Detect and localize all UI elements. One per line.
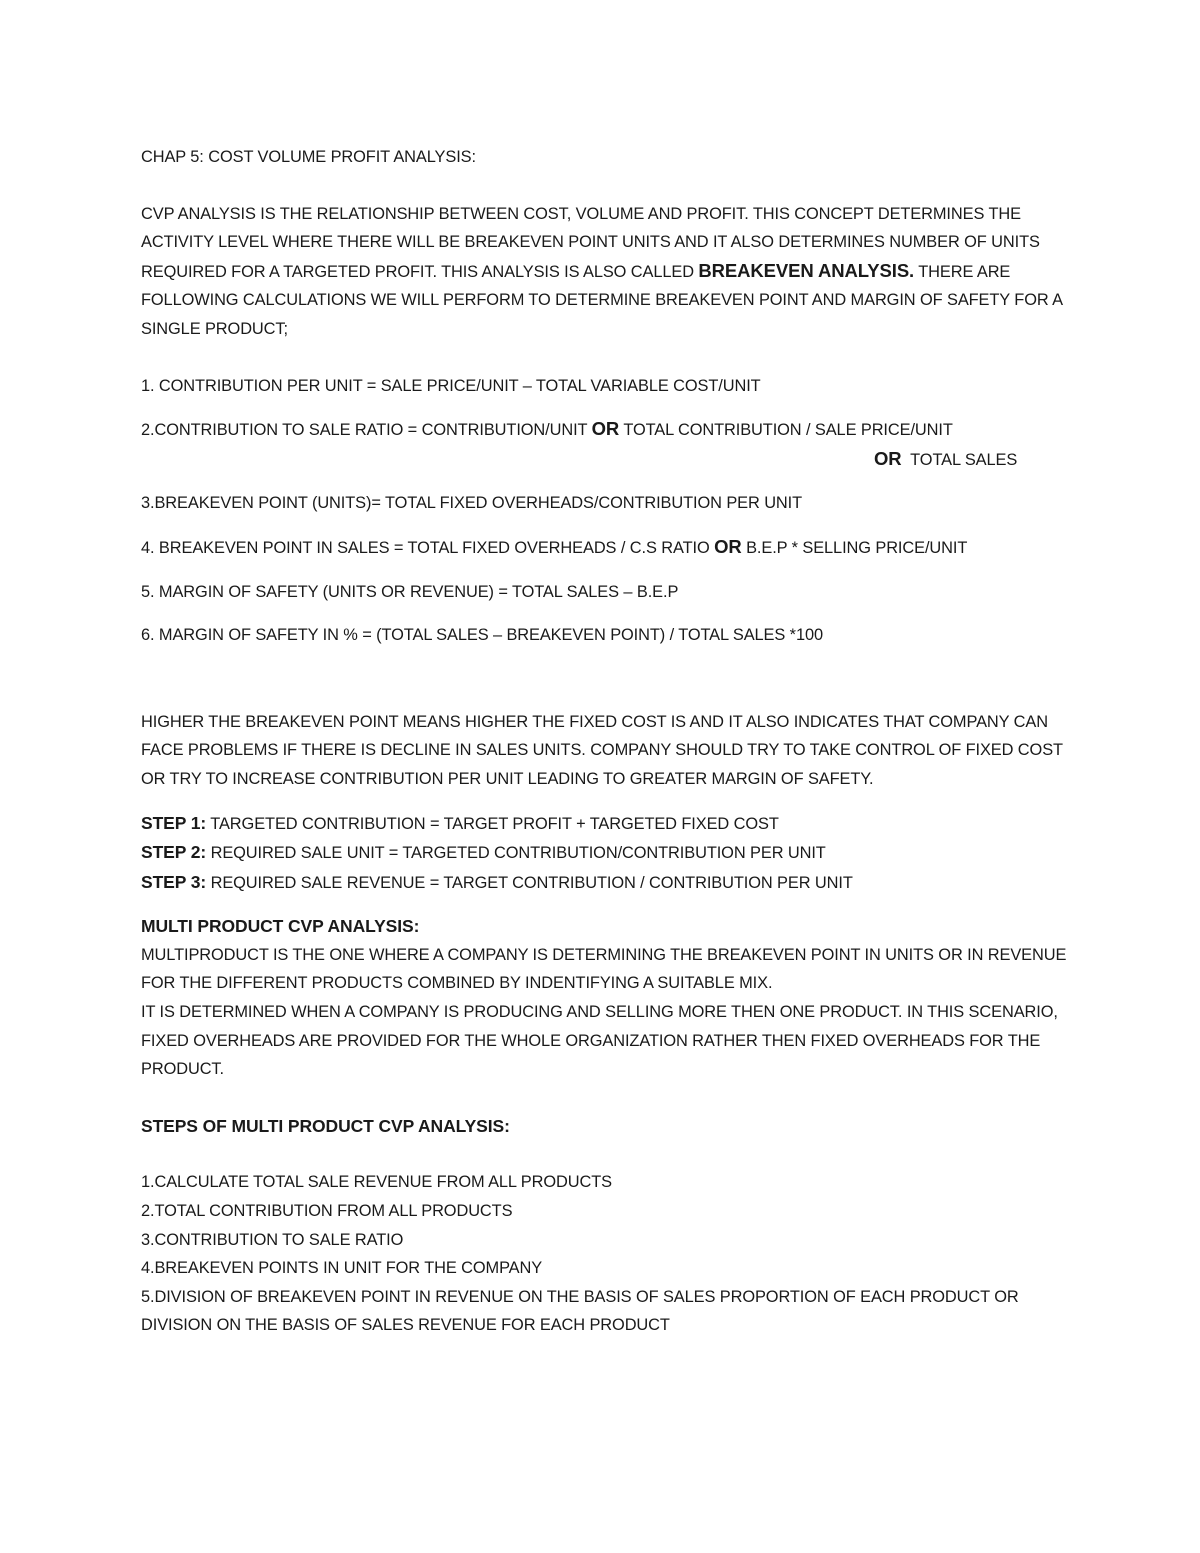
formula-2-part-a: 2.CONTRIBUTION TO SALE RATIO = CONTRIBUTION/UNIT <box>141 421 592 440</box>
higher-bep-paragraph: HIGHER THE BREAKEVEN POINT MEANS HIGHER THE FIXED COST IS AND IT ALSO INDICATES THAT COMPANY CAN FACE PROBLEMS IF THERE IS DECLINE IN SALES UNITS. COMPANY SHOULD TRY TO TAKE CONTROL OF FIXED COST OR TRY TO INCREASE CONTRIBUTION PER UNIT LEADING TO GREATER MARGIN OF SAFETY. <box>141 712 1063 788</box>
multi-product-paragraph-1: MULTIPRODUCT IS THE ONE WHERE A COMPANY IS DETERMINING THE BREAKEVEN POINT IN UNITS OR IN REVENUE FOR THE DIFFERENT PRODUCTS COMBINED BY INDENTIFYING A SUITABLE MIX. <box>141 945 1067 993</box>
multi-product-heading: MULTI PRODUCT CVP ANALYSIS: <box>141 916 420 937</box>
step-label: STEP 1: <box>141 812 207 833</box>
step-line <box>141 868 1071 898</box>
formula-2-line-2 <box>141 445 1071 475</box>
formula-2-part-b: TOTAL CONTRIBUTION / SALE PRICE/UNIT <box>619 421 953 440</box>
step-label: STEP 2: <box>141 842 207 863</box>
formula-2-part-c: TOTAL SALES <box>901 450 1018 469</box>
step-text: TARGETED CONTRIBUTION = TARGET PROFIT + TARGETED FIXED COST <box>206 814 779 833</box>
formula-2-or-2: OR <box>874 447 902 469</box>
list-item: 4.BREAKEVEN POINTS IN UNIT FOR THE COMPANY <box>141 1259 543 1278</box>
intro-paragraph <box>141 200 1071 344</box>
intro-text-1: CVP ANALYSIS IS THE RELATIONSHIP BETWEEN COST, VOLUME AND PROFIT. THIS CONCEPT DETERMINES THE ACTIVITY LEVEL WHERE THERE WILL BE BREAKEVEN POINT UNITS AND IT ALSO DETERMINES NUMBER OF UNITS REQUIRED FOR A TARGETED PROFIT. THIS ANALYSIS IS ALSO CALLED <box>141 204 1040 281</box>
step-text: REQUIRED SALE REVENUE = TARGET CONTRIBUTION / CONTRIBUTION PER UNIT <box>206 873 853 892</box>
targeted-steps <box>141 809 1071 898</box>
intro-emphasis: BREAKEVEN ANALYSIS. <box>698 259 915 281</box>
multi-product-paragraph-2: IT IS DETERMINED WHEN A COMPANY IS PRODUCING AND SELLING MORE THEN ONE PRODUCT. IN THIS SCENARIO, FIXED OVERHEADS ARE PROVIDED FOR THE WHOLE ORGANIZATION RATHER THEN FIXED OVERHEADS FOR THE PRODUCT. <box>141 1003 1058 1079</box>
step-line <box>141 838 1071 868</box>
steps-multi-list <box>141 1168 1071 1340</box>
formula-2-or-1: OR <box>591 418 620 440</box>
formula-4-part-a: 4. BREAKEVEN POINT IN SALES = TOTAL FIXED OVERHEADS / C.S RATIO <box>141 538 715 557</box>
list-item: 3.CONTRIBUTION TO SALE RATIO <box>141 1230 404 1249</box>
step-line <box>141 809 1071 839</box>
formula-2 <box>141 415 1071 474</box>
list-item: 5.DIVISION OF BREAKEVEN POINT IN REVENUE ON THE BASIS OF SALES PROPORTION OF EACH PRODUCT OR DIVISION ON THE BASIS OF SALES REVENUE FOR EACH PRODUCT <box>141 1287 1019 1335</box>
steps-multi-heading: STEPS OF MULTI PRODUCT CVP ANALYSIS: <box>141 1115 510 1136</box>
formula-4-part-b: B.E.P * SELLING PRICE/UNIT <box>741 538 968 557</box>
formula-6: 6. MARGIN OF SAFETY IN % = (TOTAL SALES – BREAKEVEN POINT) / TOTAL SALES *100 <box>141 626 823 645</box>
list-item: 2.TOTAL CONTRIBUTION FROM ALL PRODUCTS <box>141 1202 513 1221</box>
formula-5: 5. MARGIN OF SAFETY (UNITS OR REVENUE) = TOTAL SALES – B.E.P <box>141 582 679 601</box>
list-item: 1.CALCULATE TOTAL SALE REVENUE FROM ALL PRODUCTS <box>141 1173 612 1192</box>
formula-3: 3.BREAKEVEN POINT (UNITS)= TOTAL FIXED OVERHEADS/CONTRIBUTION PER UNIT <box>141 494 803 513</box>
intro-text-2: THERE ARE FOLLOWING CALCULATIONS WE WILL PERFORM TO DETERMINE BREAKEVEN POINT AND MARGIN OF SAFETY FOR A SINGLE PRODUCT; <box>141 262 1063 338</box>
formula-4-or: OR <box>714 535 742 557</box>
document-body <box>141 143 1071 1340</box>
formula-1: 1. CONTRIBUTION PER UNIT = SALE PRICE/UNIT – TOTAL VARIABLE COST/UNIT <box>141 376 761 395</box>
formula-4 <box>141 533 1071 563</box>
document-title: CHAP 5: COST VOLUME PROFIT ANALYSIS: <box>141 148 476 166</box>
step-label: STEP 3: <box>141 871 207 892</box>
step-text: REQUIRED SALE UNIT = TARGETED CONTRIBUTION/CONTRIBUTION PER UNIT <box>206 844 826 863</box>
